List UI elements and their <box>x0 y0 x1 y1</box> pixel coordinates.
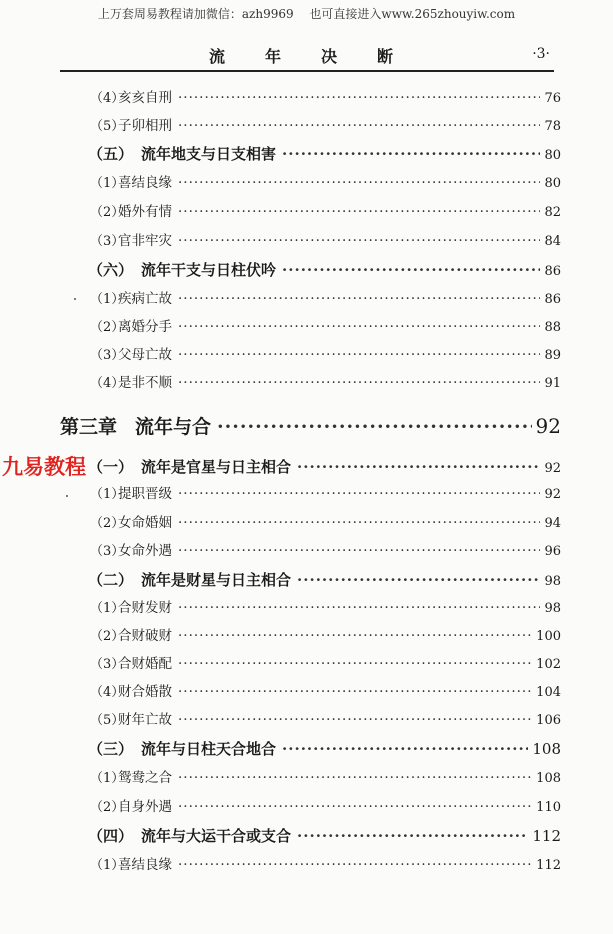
item-number: （2） <box>90 629 125 644</box>
item-page: 76 <box>544 91 561 106</box>
item-label: 合财发财 <box>118 600 172 616</box>
section-label: 流年是官星与日主相合 <box>141 458 292 476</box>
item-page: 86 <box>544 292 561 307</box>
item-number: （2） <box>90 800 125 815</box>
chapter-number: 第三章 <box>60 416 118 438</box>
toc-section[interactable] <box>88 455 561 479</box>
item-number: （1） <box>90 292 125 307</box>
section-label: 流年干支与日柱伏吟 <box>141 261 277 279</box>
item-page: 94 <box>544 516 561 531</box>
dot-leader <box>178 287 540 311</box>
dot-leader <box>178 652 532 676</box>
toc-item[interactable] <box>90 511 561 535</box>
watermark: 九易教程 <box>2 451 88 481</box>
item-number: （5） <box>90 119 125 134</box>
item-page: 106 <box>536 713 561 728</box>
section-number: （一） <box>88 458 134 476</box>
toc-item[interactable] <box>90 766 561 790</box>
item-label: 提职晋级 <box>118 486 172 502</box>
dot-leader <box>178 482 540 506</box>
item-page: 112 <box>536 858 561 873</box>
item-number: （4） <box>90 685 125 700</box>
dot-leader <box>178 229 540 253</box>
item-label: 喜结良缘 <box>118 857 172 873</box>
item-label: 自身外遇 <box>118 799 172 815</box>
dot-leader <box>217 412 532 442</box>
section-label: 流年地支与日支相害 <box>141 145 277 163</box>
item-number: （5） <box>90 713 125 728</box>
item-page: 82 <box>544 205 561 220</box>
toc-section[interactable] <box>88 142 561 166</box>
item-page: 110 <box>536 800 561 815</box>
toc-item[interactable] <box>90 114 561 138</box>
toc-section[interactable] <box>88 737 561 761</box>
dot-leader <box>178 853 532 877</box>
dot-leader <box>297 568 540 592</box>
section-label: 流年与大运干合或支合 <box>141 827 292 845</box>
section-number: （四） <box>88 827 134 845</box>
section-page: 92 <box>544 461 561 476</box>
dot-leader <box>178 766 532 790</box>
dot-leader <box>282 258 540 282</box>
item-number: （1） <box>90 601 125 616</box>
dot-leader <box>297 824 528 848</box>
dot-leader <box>178 343 540 367</box>
toc-item[interactable] <box>90 371 561 395</box>
toc-item[interactable] <box>90 795 561 819</box>
print-speck <box>74 298 76 300</box>
toc-item[interactable] <box>90 624 561 648</box>
item-page: 102 <box>536 657 561 672</box>
section-number: （三） <box>88 740 134 758</box>
item-number: （2） <box>90 205 125 220</box>
dot-leader <box>178 795 532 819</box>
toc-item[interactable] <box>90 708 561 732</box>
chapter-page: 92 <box>535 414 561 438</box>
toc-item[interactable] <box>90 539 561 563</box>
dot-leader <box>297 455 540 479</box>
item-label: 是非不顺 <box>118 375 172 391</box>
section-label: 流年是财星与日主相合 <box>141 571 292 589</box>
dot-leader <box>282 737 528 761</box>
section-number: （二） <box>88 571 134 589</box>
item-page: 104 <box>536 685 561 700</box>
toc-item[interactable] <box>90 200 561 224</box>
dot-leader <box>178 539 540 563</box>
dot-leader <box>178 371 540 395</box>
toc-chapter[interactable] <box>60 411 561 441</box>
item-number: （3） <box>90 234 125 249</box>
dot-leader <box>178 680 532 704</box>
dot-leader <box>178 86 540 110</box>
item-page: 84 <box>544 234 561 249</box>
toc-item[interactable] <box>90 229 561 253</box>
toc-item[interactable] <box>90 680 561 704</box>
item-number: （3） <box>90 544 125 559</box>
item-number: （3） <box>90 657 125 672</box>
dot-leader <box>178 114 540 138</box>
item-number: （1） <box>90 176 125 191</box>
section-page: 112 <box>532 827 561 845</box>
item-number: （1） <box>90 487 125 502</box>
toc-item[interactable] <box>90 86 561 110</box>
item-page: 89 <box>544 348 561 363</box>
item-label: 合财婚配 <box>118 656 172 672</box>
toc-item[interactable] <box>90 315 561 339</box>
print-speck <box>66 495 68 497</box>
item-page: 100 <box>536 629 561 644</box>
section-page: 80 <box>544 148 561 163</box>
toc-section[interactable] <box>88 824 561 848</box>
section-page: 86 <box>544 264 561 279</box>
item-label: 离婚分手 <box>118 319 172 335</box>
item-page: 88 <box>544 320 561 335</box>
item-page: 80 <box>544 176 561 191</box>
dot-leader <box>178 200 540 224</box>
section-label: 流年与日柱天合地合 <box>141 740 277 758</box>
item-label: 财合婚散 <box>118 684 172 700</box>
item-number: （1） <box>90 771 125 786</box>
toc-item[interactable] <box>90 596 561 620</box>
item-label: 疾病亡故 <box>118 291 172 307</box>
item-label: 喜结良缘 <box>118 175 172 191</box>
item-number: （2） <box>90 516 125 531</box>
toc-item[interactable] <box>90 287 561 311</box>
item-label: 子卯相刑 <box>118 118 172 134</box>
dot-leader <box>178 315 540 339</box>
toc-item[interactable] <box>90 171 561 195</box>
item-page: 108 <box>536 771 561 786</box>
top-banner: 上万套周易教程请加微信：azh9969 也可直接进入www.265zhouyiw.com <box>97 7 516 21</box>
dot-leader <box>178 171 540 195</box>
item-number: （4） <box>90 376 125 391</box>
item-number: （4） <box>90 91 125 106</box>
item-label: 女命婚姻 <box>118 515 172 531</box>
item-number: （3） <box>90 348 125 363</box>
toc-item[interactable] <box>90 652 561 676</box>
item-page: 96 <box>544 544 561 559</box>
dot-leader <box>178 624 532 648</box>
item-number: （1） <box>90 858 125 873</box>
item-number: （2） <box>90 320 125 335</box>
section-number: （六） <box>88 261 134 279</box>
item-label: 女命外遇 <box>118 543 172 559</box>
dot-leader <box>178 596 540 620</box>
toc-item[interactable] <box>90 853 561 877</box>
item-label: 父母亡故 <box>118 347 172 363</box>
toc-item[interactable] <box>90 343 561 367</box>
item-label: 官非牢灾 <box>118 233 172 249</box>
item-page: 98 <box>544 601 561 616</box>
running-title: 流 年 决 断 <box>208 47 405 66</box>
dot-leader <box>178 511 540 535</box>
chapter-label: 流年与合 <box>135 416 212 438</box>
item-label: 财年亡故 <box>118 712 172 728</box>
item-page: 78 <box>544 119 561 134</box>
section-number: （五） <box>88 145 134 163</box>
toc-item[interactable] <box>90 482 561 506</box>
toc-section[interactable] <box>88 258 561 282</box>
dot-leader <box>282 142 540 166</box>
item-label: 合财破财 <box>118 628 172 644</box>
dot-leader <box>178 708 532 732</box>
item-page: 92 <box>544 487 561 502</box>
item-label: 婚外有情 <box>118 204 172 220</box>
section-page: 108 <box>532 740 561 758</box>
item-label: 亥亥自刑 <box>118 90 172 106</box>
page-number: ·3· <box>532 46 550 62</box>
item-page: 91 <box>544 376 561 391</box>
section-page: 98 <box>544 574 561 589</box>
item-label: 鸳鸯之合 <box>118 770 172 786</box>
toc-section[interactable] <box>88 568 561 592</box>
